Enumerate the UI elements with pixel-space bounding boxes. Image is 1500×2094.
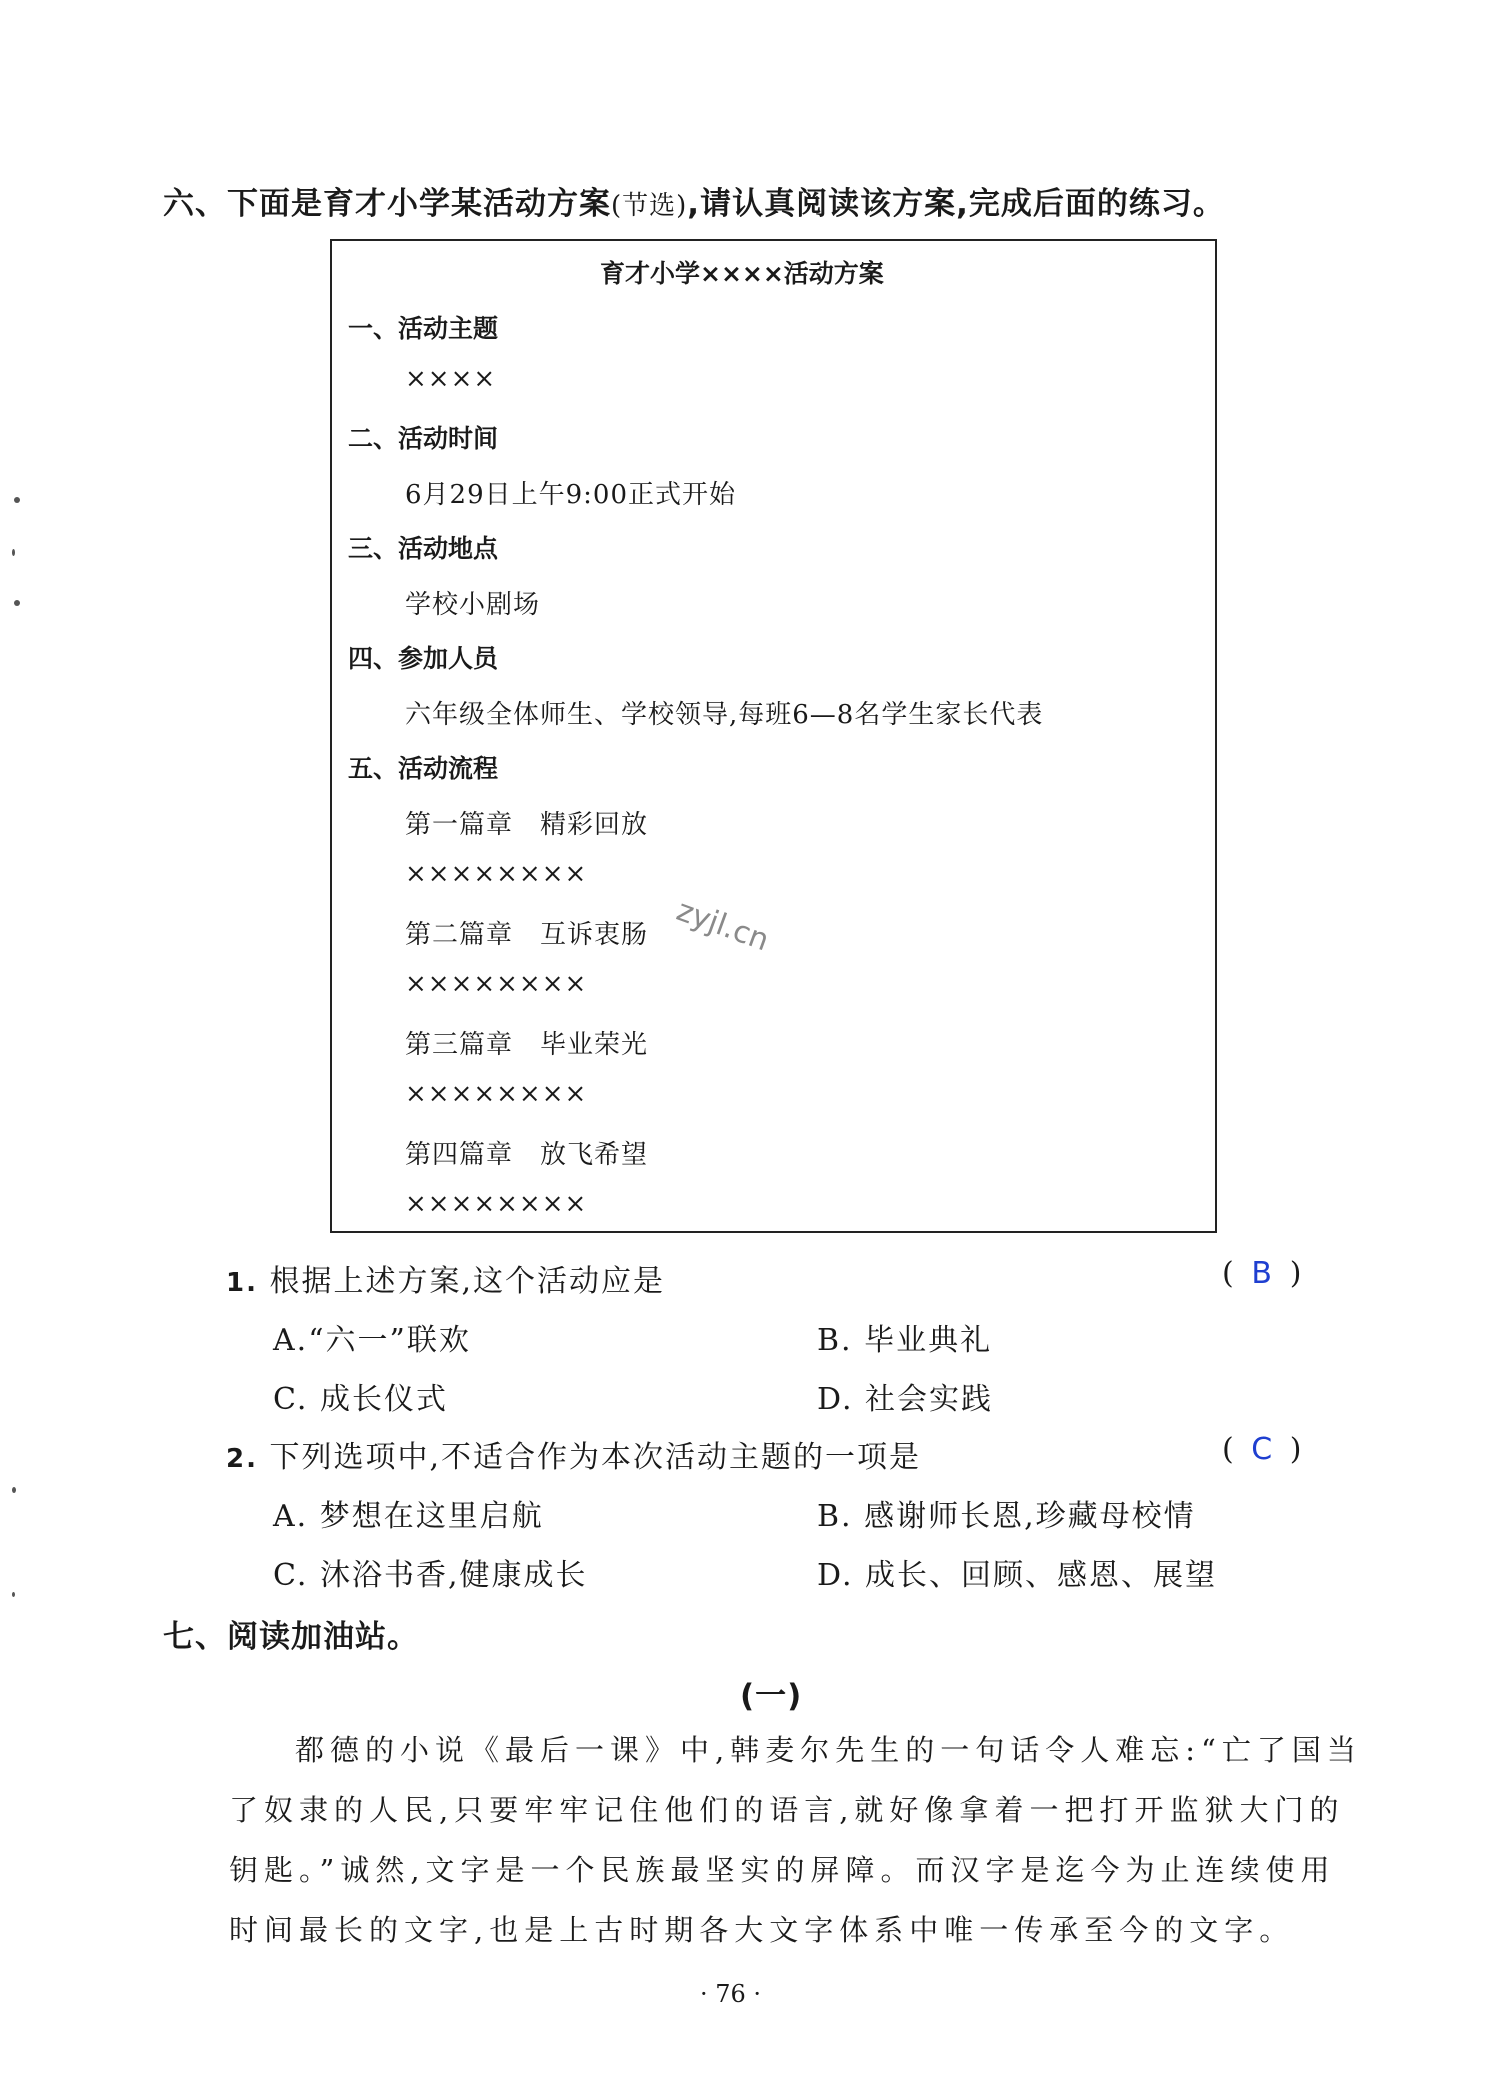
section-6-heading-main: 六、下面是育才小学某活动方案	[163, 186, 611, 222]
question-2	[226, 1432, 921, 1476]
scan-speck	[12, 1592, 15, 1597]
page-number: · 76 ·	[700, 1980, 762, 2008]
plan-process-heading: 五、活动流程	[348, 754, 499, 783]
scan-speck	[12, 1487, 16, 1493]
question-2-option-d: D. 成长、回顾、感恩、展望	[817, 1558, 1218, 1593]
question-1-option-b: B. 毕业典礼	[817, 1323, 993, 1358]
section-6-heading-tail: ,请认真阅读该方案,完成后面的练习。	[687, 186, 1225, 222]
question-2-option-a: A. 梦想在这里启航	[273, 1499, 544, 1534]
question-2-answer-slot	[1222, 1432, 1303, 1467]
question-1-option-d: D. 社会实践	[817, 1382, 994, 1417]
scan-speck	[14, 600, 20, 606]
reading-paragraph-line-4: 时间最长的文字,也是上古时期各大文字体系中唯一传承至今的文字。	[229, 1913, 1295, 1947]
question-2-option-c: C. 沐浴书香,健康成长	[273, 1558, 588, 1593]
plan-theme-value: ××××	[405, 364, 497, 394]
plan-chapter-2: 第二篇章 互诉衷肠	[405, 920, 649, 950]
question-1-number: 1.	[226, 1268, 258, 1298]
answer-paren-close: )	[1289, 1432, 1304, 1467]
plan-time-heading: 二、活动时间	[348, 424, 499, 453]
section-6-heading	[163, 178, 1225, 223]
section-6-heading-note: (节选)	[611, 191, 688, 221]
question-1	[226, 1256, 665, 1300]
plan-time-value: 6月29日上午9:00正式开始	[405, 480, 737, 510]
scan-speck	[14, 497, 20, 503]
plan-theme-heading: 一、活动主题	[348, 314, 499, 343]
plan-chapter-3-content: ××××××××	[405, 1079, 588, 1109]
plan-chapter-4: 第四篇章 放飞希望	[405, 1140, 649, 1170]
reading-paragraph-line-3: 钥匙。”诚然,文字是一个民族最坚实的屏障。而汉字是迄今为止连续使用	[229, 1853, 1336, 1887]
question-2-answer: C	[1251, 1432, 1275, 1467]
question-1-option-a: A.“六一”联欢	[273, 1323, 471, 1358]
section-7-heading: 七、阅读加油站。	[163, 1619, 419, 1655]
plan-participants-value: 六年级全体师生、学校领导,每班6—8名学生家长代表	[405, 700, 1044, 730]
plan-title: 育才小学××××活动方案	[600, 259, 884, 288]
answer-paren-close: )	[1289, 1256, 1304, 1291]
answer-paren-open: (	[1222, 1432, 1236, 1467]
plan-place-value: 学校小剧场	[405, 590, 541, 620]
question-2-number: 2.	[226, 1444, 258, 1474]
question-2-text: 下列选项中,不适合作为本次活动主题的一项是	[269, 1440, 922, 1475]
plan-place-heading: 三、活动地点	[348, 534, 499, 563]
plan-participants-heading: 四、参加人员	[348, 644, 499, 673]
watermark: zyjl.cn	[672, 893, 774, 959]
answer-paren-open: (	[1222, 1256, 1236, 1291]
plan-chapter-2-content: ××××××××	[405, 969, 588, 999]
plan-chapter-1-content: ××××××××	[405, 859, 588, 889]
question-2-option-b: B. 感谢师长恩,珍藏母校情	[817, 1499, 1196, 1534]
question-1-answer: B	[1251, 1256, 1275, 1291]
plan-chapter-3: 第三篇章 毕业荣光	[405, 1030, 649, 1060]
question-1-text: 根据上述方案,这个活动应是	[269, 1264, 666, 1299]
reading-paragraph-line-2: 了奴隶的人民,只要牢牢记住他们的语言,就好像拿着一把打开监狱大门的	[229, 1793, 1345, 1827]
reading-paragraph-line-1: 都德的小说《最后一课》中,韩麦尔先生的一句话令人难忘:“亡了国当	[295, 1733, 1362, 1767]
section-7-subheading: (一)	[740, 1678, 803, 1714]
question-1-answer-slot	[1222, 1256, 1303, 1291]
scan-speck	[12, 549, 15, 556]
plan-chapter-4-content: ××××××××	[405, 1189, 588, 1219]
plan-chapter-1: 第一篇章 精彩回放	[405, 810, 649, 840]
question-1-option-c: C. 成长仪式	[273, 1382, 448, 1417]
